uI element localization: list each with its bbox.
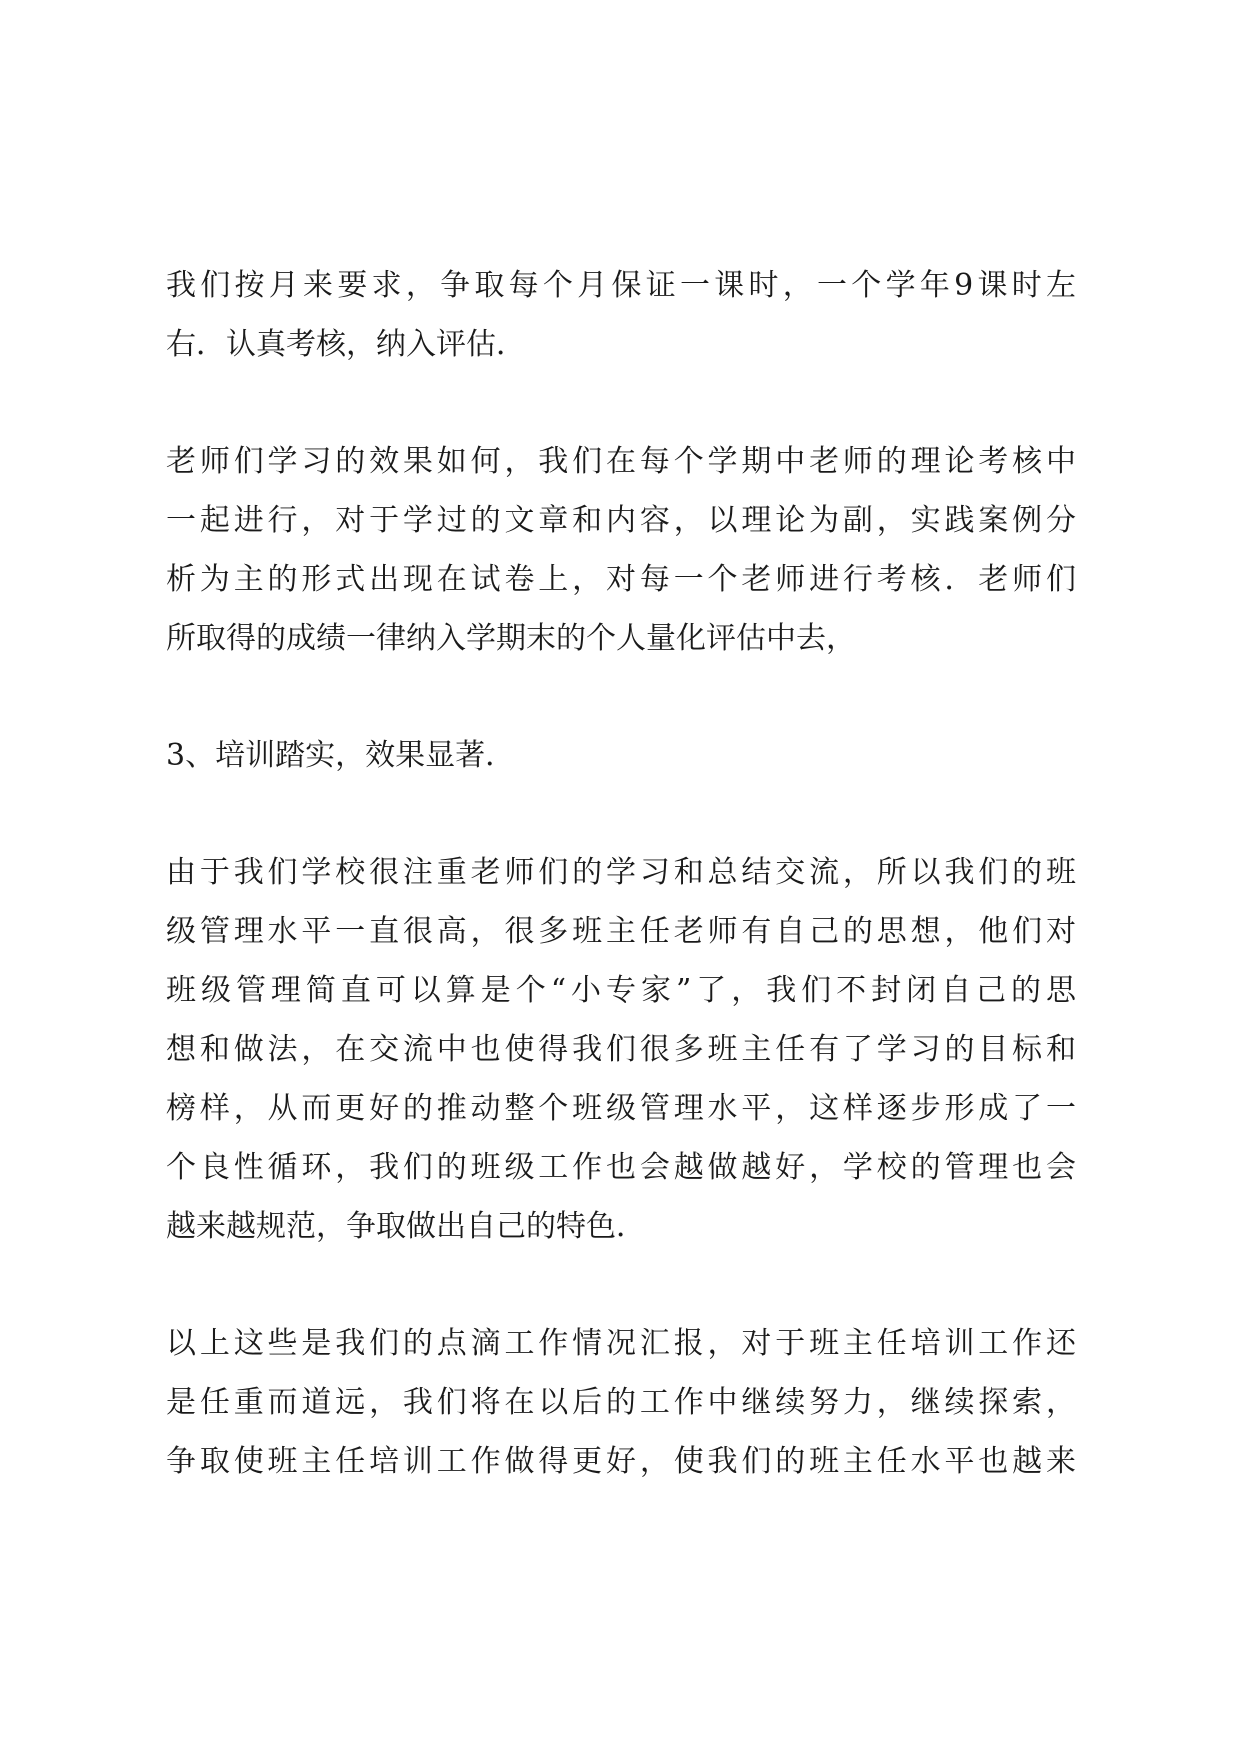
document-body (166, 256, 1076, 1549)
text-line: 班级管理简直可以算是个“小专家”了，我们不封闭自己的思 (166, 973, 1076, 1008)
text-line: 级管理水平一直很高，很多班主任老师有自己的思想，他们对 (166, 914, 1076, 949)
text-line: 想和做法，在交流中也使得我们很多班主任有了学习的目标和 (166, 1032, 1076, 1067)
text-line: 越来越规范，争取做出自己的特色． (166, 1209, 646, 1244)
text-line: 榜样，从而更好的推动整个班级管理水平，这样逐步形成了一 (166, 1091, 1076, 1126)
text-line: 是任重而道远，我们将在以后的工作中继续努力，继续探索， (166, 1385, 1076, 1420)
text-line: 争取使班主任培训工作做得更好，使我们的班主任水平也越来 (166, 1444, 1076, 1479)
section-heading (166, 726, 1076, 785)
text-line: 由于我们学校很注重老师们的学习和总结交流，所以我们的班 (166, 855, 1076, 890)
text-line: 以上这些是我们的点滴工作情况汇报，对于班主任培训工作还 (166, 1326, 1076, 1361)
paragraph-2 (166, 432, 1076, 668)
text-line: 个良性循环，我们的班级工作也会越做越好，学校的管理也会 (166, 1150, 1076, 1185)
text-line: 我们按月来要求，争取每个月保证一课时，一个学年9课时左 (166, 268, 1076, 303)
text-line: 析为主的形式出现在试卷上，对每一个老师进行考核．老师们 (166, 562, 1076, 597)
heading-text: 3、培训踏实，效果显著． (166, 738, 516, 773)
paragraph-1 (166, 256, 1076, 374)
text-line: 老师们学习的效果如何，我们在每个学期中老师的理论考核中 (166, 444, 1076, 479)
paragraph-3 (166, 843, 1076, 1256)
paragraph-4 (166, 1314, 1076, 1491)
text-line: 右．认真考核，纳入评估． (166, 327, 526, 362)
text-line: 所取得的成绩一律纳入学期末的个人量化评估中去， (166, 621, 856, 656)
text-line: 一起进行，对于学过的文章和内容，以理论为副，实践案例分 (166, 503, 1076, 538)
